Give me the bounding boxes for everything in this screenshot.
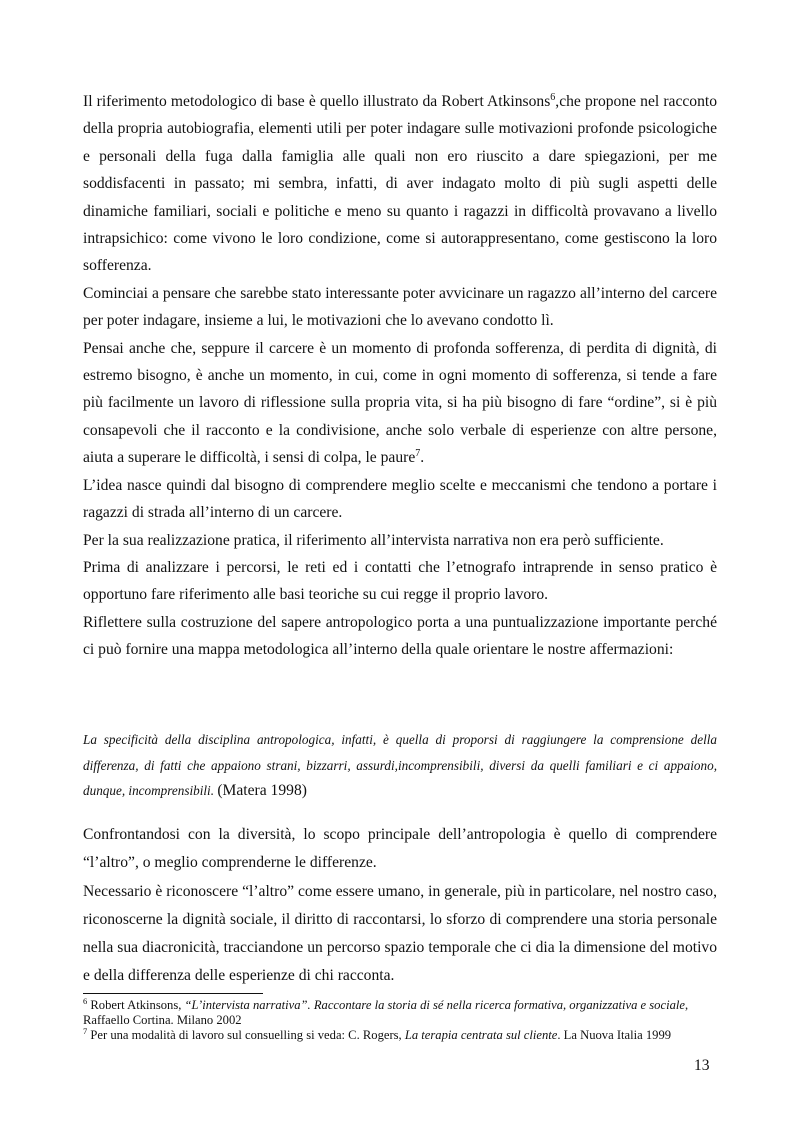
paragraph: Il riferimento metodologico di base è quello illustrato da Robert Atkinsons$^6$,che propone nel racconto della propria autobiografia, elementi utili per poter indagare sulle motivazioni profonde psicologiche e personali della fuga dalla famiglia alle quali non ero riuscito a dare spiegazioni, per me soddisfacenti in passato; mi sembra, infatti, di aver indagato molto di più sugli aspetti delle dinamiche familiari, sociali e politiche e meno su quanto i ragazzi in difficoltà provavano a livello intrapsichico: come vivono le loro condizione, come si autorappresentano, come gestiscono la loro sofferenza. <box>83 91 718 275</box>
paragraph: L’idea nasce quindi dal bisogno di comprendere meglio scelte e meccanismi che tendono a portare i ragazzi di strada all’interno di un carcere. <box>83 476 717 522</box>
block-quote <box>83 727 717 804</box>
footnote: $^6$ Robert Atkinsons, “L’intervista narrativa”. Raccontare la storia di sé nella ricerca formativa, organizzativa e sociale, Raffaello Cortina. Milano 2002 <box>83 995 689 1027</box>
footnote-ref: 7 <box>415 448 421 460</box>
paragraph: Cominciai a pensare che sarebbe stato interessante poter avvicinare un ragazzo all’interno del carcere per poter indagare, insieme a lui, le motivazioni che lo avevano condotto lì. <box>83 284 717 330</box>
paragraph: Confrontandosi con la diversità, lo scopo principale dell’antropologia è quello di comprendere “l’altro”, o meglio comprenderne le differenze. <box>83 826 717 872</box>
paragraph: Riflettere sulla costruzione del sapere antropologico porta a una puntualizzazione importante perché ci può fornire una mappa metodologica all’interno della quale orientare le nostre affermazioni: <box>83 613 717 659</box>
footnote-divider <box>83 993 263 994</box>
quote-citation: (Matera 1998) <box>217 782 307 799</box>
paragraph: Necessario è riconoscere “l’altro” come essere umano, in generale, più in particolare, nel nostro caso, riconoscerne la dignità sociale, il diritto di raccontarsi, lo sforzo di comprendere una storia personale nella sua diacronicità, tracciandone un percorso spazio temporale che ci dia la dimensione del motivo e della differenza delle esperienze di chi racconta. <box>83 882 717 985</box>
paragraph: Prima di analizzare i percorsi, le reti ed i contatti che l’etnografo intraprende in senso pratico è opportuno fare riferimento alle basi teoriche su cui regge il proprio lavoro. <box>83 558 717 604</box>
footnote: $^7$ Per una modalità di lavoro sul consuelling si veda: C. Rogers, La terapia centrata sul cliente. La Nuova Italia 1999 <box>83 1025 672 1042</box>
paragraph: Per la sua realizzazione pratica, il riferimento all’intervista narrativa non era però sufficiente. <box>83 531 664 549</box>
footnotes <box>83 995 717 1043</box>
page-number: 13 <box>694 1057 710 1074</box>
main-text-bottom <box>83 821 717 991</box>
paragraph: Pensai anche che, seppure il carcere è un momento di profonda sofferenza, di perdita di dignità, di estremo bisogno, è anche un momento, in cui, come in ogni momento di sofferenza, si tende a fare più facilmente un lavoro di riflessione sulla propria vita, si ha più bisogno di fare “ordine”, si è più consapevoli che il racconto e la condivisione, anche solo verbale di esperienze con altre persone, aiuta a superare le difficoltà, i sensi di colpa, le paure$^7$. <box>83 339 717 467</box>
quote-text: La specificità della disciplina antropologica, infatti, è quella di proporsi di raggiungere la comprensione della differenza, di fatti che appaiono strani, bizzarri, assurdi,incomprensibili, diversi da quelli familiari e ci appaiono, dunque, incomprensibili. <box>83 732 717 798</box>
footnote-ref: 6 <box>550 91 556 103</box>
main-text-top <box>83 88 717 664</box>
